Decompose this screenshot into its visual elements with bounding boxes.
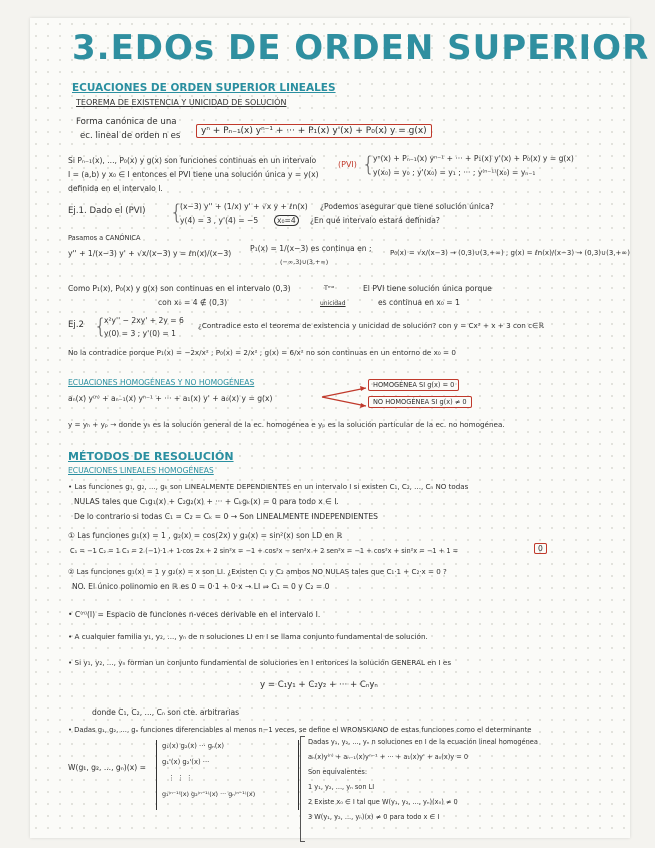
wronskian-row-4: g₁⁽ⁿ⁻¹⁾(x) g₂⁽ⁿ⁻¹⁾(x) ··· gₙ⁽ⁿ⁻¹⁾(x) <box>162 790 256 798</box>
example-li-1: ② Las funciones g₁(x) = 1 y g₂(x) = x son LI. ¿Existen C₁ y C₂ ambos NO NULAS tales que C₁·1 + C₂·x = 0 ? <box>68 567 447 576</box>
section-heading-homogeneous: ECUACIONES HOMOGÉNEAS Y NO HOMOGÉNEAS <box>68 378 255 387</box>
wronskian-condition-3: 3 W(y₁, y₂, ..., yₙ)(x) ≠ 0 para todo x ∈ I <box>308 813 440 821</box>
non-homogeneous-label: NO HOMOGÉNEA SI g(x) ≠ 0 <box>368 396 472 408</box>
theorem-line-3: definida en el intervalo I. <box>68 184 163 193</box>
example-li-2: NO. El único polinomio en ℝ es 0 = 0·1 + 0·x → LI ⇒ C₁ = 0 y C₂ = 0 <box>72 582 330 591</box>
example1-conclusion-1b: con x₀ = 4 ∉ (0,3) <box>158 298 228 307</box>
general-solution-formula: y = C₁y₁ + C₂y₂ + ··· + Cₙyₙ <box>260 680 378 690</box>
canonical-equation: yⁿ + Pₙ₋₁(x) yⁿ⁻¹ + ··· + P₁(x) y'(x) + P₀(x) y = g(x) <box>196 124 432 138</box>
pvi-brace: { <box>362 152 375 176</box>
notebook-page <box>30 18 650 838</box>
example1-label: Ej.1. Dado el (PVI) <box>68 206 146 216</box>
homogeneous-linear-heading: ECUACIONES LINEALES HOMOGÉNEAS <box>68 466 214 475</box>
uniqueness-label: unicidad <box>320 300 346 307</box>
example-ld-2: C₁ = −1 C₂ = 1 C₃ = 2 (−1)·1 + 1·cos 2x + 2 sin²x = −1 + cos²x − sen²x + 2 sen²x = −1 + cos²x + sin²x = −1 + 1 = <box>70 547 459 555</box>
theorem-line-2: I = (a,b) y x₀ ∈ I entonces el PVI tiene una solución única y = y(x) <box>68 170 319 179</box>
example1-conclusion-2: El PVI tiene solución única porque <box>363 284 492 293</box>
example-ld-1: ① Las funciones g₁(x) = 1 , g₂(x) = cos(2x) y g₃(x) = sin²(x) son LD en ℝ <box>68 531 343 540</box>
ld-definition-1: • Las funciones g₁, g₂, ..., gₖ son LINEALMENTE DEPENDIENTES en un intervalo I si existen C₁, C₂, ..., Cₙ NO todas <box>68 482 469 491</box>
example1-eq: (x−3) y'' + (1/x) y' + √x y + ℓn(x) <box>180 202 308 211</box>
p1-interval: (−∞,3)∪(3,+∞) <box>280 258 329 266</box>
general-linear-equation: aₙ(x) y⁽ⁿ⁾ + aₙ₋₁(x) yⁿ⁻¹ + ··· + a₁(x) y' + a₀(x) y = g(x) <box>68 394 273 403</box>
example1-conclusion-1: Como P₁(x), P₀(x) y g(x) son continuas en el intervalo (0,3) <box>68 284 291 293</box>
wronskian-theorem-1: Dadas y₁, y₂, ..., yₙ n soluciones en I de la ecuación lineal homogénea <box>308 738 538 746</box>
wronskian-side-bracket <box>300 736 305 842</box>
general-solution-statement: • Si y₁, y₂, ..., yₙ forman un conjunto fundamental de soluciones en I entonces la solución GENERAL en I es <box>68 658 452 667</box>
canonical-label-2: ec. lineal de orden n es <box>80 131 181 141</box>
homogeneous-label: HOMOGÉNEA SI g(x) = 0 <box>368 379 459 391</box>
example1-brace: { <box>170 200 183 224</box>
theorem-line-1: Si Pₙ₋₁(x), ..., P₀(x) y g(x) son funciones continuas en un intervalo <box>68 156 317 165</box>
example-ld-answer: 0 <box>534 543 547 554</box>
pvi-label: (PVI) <box>338 160 357 169</box>
p1-continuity: P₁(x) = 1/(x−3) es continua en ; <box>250 244 372 253</box>
wronskian-theorem-2: aₙ(x)y⁽ⁿ⁾ + aₙ₋₁(x)yⁿ⁻¹ + ··· + a₁(x)y' + a₀(x)y = 0 <box>308 753 469 761</box>
theorem-abbrev: Tᵐᵃ <box>324 284 335 292</box>
pvi-equation: yⁿ(x) + Pₙ₋₁(x) yⁿ⁻¹ + ··· + P₁(x) y'(x) + P₀(x) y = g(x) <box>373 154 574 163</box>
classification-arrows <box>320 382 370 412</box>
pvi-conditions: y(x₀) = y₀ ; y'(x₀) = y₁ ; ··· ; y⁽ⁿ⁻¹⁾(x₀) = yₙ₋₁ <box>373 168 536 177</box>
example1-question-1: ¿Podemos asegurar que tiene solución única? <box>320 202 494 211</box>
canonical-step-eq: y'' + 1/(x−3) y' + √x/(x−3) y = ℓn(x)/(x−3) <box>68 249 232 258</box>
arbitrary-constants-note: donde C₁, C₂, ..., Cₙ son cte. arbitrarias <box>92 708 240 717</box>
example2-brace: { <box>94 314 107 338</box>
det-left-bar <box>156 740 159 810</box>
fundamental-set-definition: • A cualquier familia y₁, y₂, ..., yₙ de n soluciones LI en I se llama conjunto fundamental de solución. <box>68 632 428 641</box>
section-heading-linear: ECUACIONES DE ORDEN SUPERIOR LINEALES <box>72 82 336 94</box>
canonical-label-1: Forma canónica de una <box>76 117 177 127</box>
wronskian-row-3: ⋮ ⋮ ⋮ <box>168 774 193 782</box>
p0-g-continuity: P₀(x) = √x/(x−3) → (0,3)∪(3,+∞) ; g(x) = ℓn(x)/(x−3) → (0,3)∪(3,+∞) <box>390 249 630 257</box>
wronskian-theorem-3: Son equivalentes: <box>308 768 368 776</box>
example1-conclusion-3: es continua en x₀ = 1 <box>378 298 460 307</box>
wronskian-lhs: W(g₁, g₂, ..., gₙ)(x) = <box>68 763 146 772</box>
page-title: 3.EDOs DE ORDEN SUPERIOR <box>72 28 650 68</box>
cn-definition: • C⁽ⁿ⁾(I) = Espacio de funciones n-veces derivable en el intervalo I. <box>68 610 321 619</box>
example2-conditions: y(0) = 3 ; y'(0) = 1 <box>104 329 177 338</box>
wronskian-row-1: g₁(x) g₂(x) ··· gₙ(x) <box>162 742 225 750</box>
example2-eq: x²y'' − 2xy' + 2y = 6 <box>104 316 184 325</box>
wronskian-condition-1: 1 y₁, y₂, ..., yₙ son LI <box>308 783 375 791</box>
example1-question-2: ¿En qué intervalo estará definida? <box>310 216 440 225</box>
example1-conditions: y(4) = 3 , y'(4) = −5 <box>180 216 259 225</box>
general-solution-note: y = yₕ + yₚ → donde yₕ es la solución general de la ec. homogénea e yₚ es la solución particular de la ec. no homogénea. <box>68 420 505 429</box>
ld-definition-2: NULAS tales que C₁g₁(x) + C₂g₂(x) + ··· + Cₖgₖ(x) = 0 para todo x ∈ I. <box>74 497 339 506</box>
theorem-heading: TEOREMA DE EXISTENCIA Y UNICIDAD DE SOLUCIÓN <box>76 98 287 107</box>
example1-x0: x₀=4 <box>274 215 299 226</box>
methods-heading: MÉTODOS DE RESOLUCIÓN <box>68 450 234 463</box>
wronskian-condition-2: 2 Existe x₀ ∈ I tal que W(y₁, y₂, ..., yₙ)(x₀) ≠ 0 <box>308 798 458 806</box>
example2-question: ¿Contradice esto el teorema de existencia y unicidad de solución? con y = Cx² + x + 3 con c∈ℝ <box>198 321 545 330</box>
canonical-step-label: Pasamos a CANÓNICA <box>68 234 141 242</box>
example2-label: Ej.2 <box>68 320 85 330</box>
li-definition: De lo contrario si todas C₁ = C₂ = Cₖ = 0 → Son LINEALMENTE INDEPENDIENTES <box>74 512 378 521</box>
wronskian-row-2: g₁'(x) g₂'(x) ··· <box>162 758 210 766</box>
wronskian-definition: • Dadas g₁, g₂, ..., gₙ funciones diferenciables al menos n−1 veces, se define el WRONSKIANO de estas funciones como el determinante <box>68 726 532 734</box>
example2-answer: No la contradice porque P₁(x) = −2x/x² ; P₀(x) = 2/x² ; g(x) = 6/x² no son continuas en un entorno de x₀ = 0 <box>68 348 456 357</box>
